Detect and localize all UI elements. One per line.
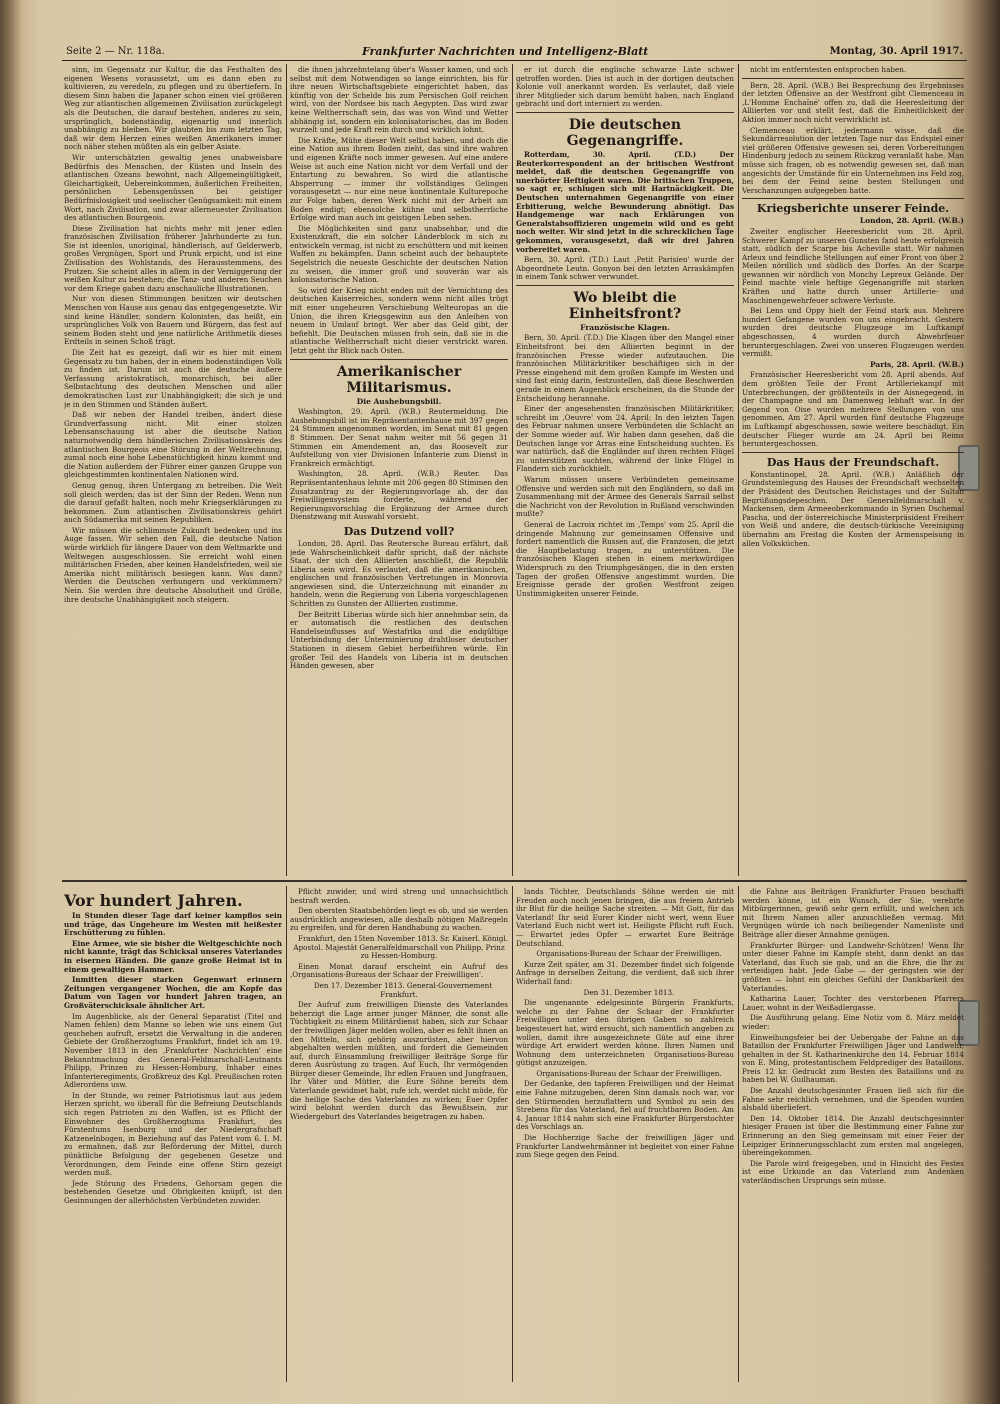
paragraph: Wir müssen die schlimmste Zukunft bedenken und ins Auge fassen. Wir sehen den Fall, die deutsche Nation würde wirklich für längere Dauer von dem Weltmarkte und Weltwegen ausgeschlossen. Sie erreicht wohl einen militärischen Frieden, aber keinen Handelsfrieden, weil sie Amerika nicht militärisch besiegen kann. Was dann? Werden die Deutschen verhungern und verkümmern? Nein. Sie werden ihre deutsche Absolutheit und Größe, ihre deutsche Unabhängigkeit noch steigern. [64, 525, 282, 604]
paragraph: Der Beitritt Liberias würde sich hier annehmbar sein, da er automatisch die restlichen des deutschen Handelseinflusses auf Westafrika und die endgültige Unterbindung der Unterminierung drahtloser deutscher Stationen in diesem Gebiet herbeiführen würde. Ein großer Teil des Handels von Liberia ist in deutschen Händen gewesen, aber [290, 609, 508, 671]
column-rule [738, 64, 739, 876]
paragraph: Die ungenannte edelgesinnte Bürgerin Frankfurts, welche zu der Fahne der Schaar der Frankfurter Freiwilligen unter den übrigen Gaben so zahlreich beigesteuert hat, wird ersucht, sich namentlich angeben zu wollen, damit ihre ausgezeichnete Güte auf eine ihrer würdige Art erwidert werden könne. Ihren Namen und Wohnung dem unterzeichneten Organisations-Bureau gütigst anzuzeigen. [516, 998, 734, 1068]
paragraph: Eine Armee, wie sie bisher die Weltgeschichte noch nicht kannte, trägt das Schicksal unseres Vaterlandes in eisernen Händen. Die ganze große Heimat ist in einem gewaltigen Hammer. [64, 938, 282, 974]
paragraph: In Stunden dieser Tage darf keiner kampflos sein und träge, das Ungeheure im Westen mit heißester Erschütterung zu fühlen. [64, 911, 282, 938]
paragraph: Pflicht zuwider, und wird streng und unnachsichtlich bestraft werden. [290, 888, 508, 905]
paragraph: sinn, im Gegensatz zur Kultur, die das Festhalten des eigenen Wesens voraussetzt, um es dann eben zu kultivieren, zu veredeln, zu pflegen und zu übertiefern. In diesem Sinn haben die Japaner schon einen viel größeren Weg zur atlantischen allgemeinen Zivilisation zurückgelegt als die Deutschen, die darauf bestehen, anderes zu sein, ursprünglich, bodenständig, eigenartig und innerlich unabhängig zu bleiben. Wir glaubten bis zum letzten Tag, daß wir dem Herzen eines weißen Amerikaners immer noch näher stehen müßten als ein gelber Asiate. [64, 66, 282, 152]
headline-militarismus: Amerikanischer Militarismus. [336, 363, 462, 396]
paragraph: Daß wir neben der Handel treiben, ändert diese Grundverfassung nicht. Mit einer stolzen Lebensanschauung ist aber die deutsche Nation naturnotwendig dem händlerischen Zivilisationskreis des atlantischen Bourgeois eine Störung in der Weltrechnung, zumal noch eine hohe Lebenstüchtigkeit hinzu kommt und die Nation außerdem der Führer einer ganzen Gruppe von gleichgestimmten kontinentalen Nationen wird. [64, 410, 282, 480]
paragraph: Der Gedanke, den tapferen Freiwilligen und der Heimat eine Fahne mitzugeben, deren Sinn damals noch war, vor den Stürmenden herzuflattern und Symbol zu sein des Strebens für das Vaterland, fiel auf fruchtbaren Boden. Am 4. Januar 1814 nahm sich eine Frankfurter Bürgerstochter des Vorschlags an. [516, 1079, 734, 1132]
paragraph: Organisations-Bureau der Schaar der Freiwilligen. [536, 949, 722, 959]
column-rule [512, 886, 513, 1382]
paragraph: Genug genug, ihren Untergang zu betreiben. Die Welt soll gleich werden; das ist der Sinn der Reden. Wenn nun die darauf gefaßt halten, noch mehr Kriegserklärungen zu bekommen. Zum atlantischen Zivilisationskreis gehört auch Südamerika mit seinen Republiken. [64, 480, 282, 525]
paragraph: General de Lacroix richtet im ‚Temps' vom 25. April die dringende Mahnung zur gemeinsamen Offensive und fordert namentlich die Russen auf, die Franzosen, die jetzt die Hauptbelastung tragen, zu unterstützen. Die französischen Klagen stehen in einem merkwürdigen Widerspruch zu den Triumphgesängen, die in den ersten Tagen der großen Offensive angestimmt wurden. Die Ereignisse gerade der großen Westfront zeigen Unstimmigkeiten unserer Feinde. [516, 519, 734, 598]
column-rule [286, 64, 287, 876]
paragraph: Die Hochherzige Sache der freiwilligen Jäger und Frankfurter Landwehrmänner ist begleitet von einer Fahne zum Siege gegen den Feind. [516, 1133, 734, 1160]
paragraph: Clemenceau erklärt, jedermann wisse, daß die Sekundärresolution der letzten Tage nur das Endspiel einer viel größeren Offensive gewesen sei, deren Vorbereitungen Hindenburg jedoch zu seinem Rückzug veranlaßt habe. Man müsse sich fragen, ob es notwendig gewesen sei, daß man angesichts der Umstände für ein Unternehmen ins Feld zog, bei dem der Feind seine besten Stellungen und Verschanzungen aufgegeben hatte. [742, 125, 964, 195]
paragraph: nicht im entferntesten entsprochen haben. [750, 66, 907, 74]
headline-einheitsfront: Wo bleibt die Einheitsfront? [568, 289, 682, 322]
paragraph: die Fahne aus Beiträgen Frankfurter Frauen beschafft werden könne, ist ein Wunsch, der Sie, verehrte Mitbürgerinnen, gewiß sehr gern erfüllt, und welchen ich mit Ihrem Namen aller anzuschließen vermag. Mit Vergnügen würde ich nach beiliegender Namenliste und Beiträge aller dieser Annahme genügen. [742, 888, 964, 939]
masthead: Frankfurter Nachrichten und Intelligenz-Blatt [362, 45, 649, 58]
page-number: Seite 2 — Nr. 118a. [66, 46, 165, 57]
paragraph: lands Töchter, Deutschlands Söhne werden sie mit Freuden auch noch jenen bringen, die aus freiem Antrieb ihr Blut für die heilige Sache streiten. — Mit Gott, für das Vaterland! Ihr seid Eurer Kinder nicht wert, wenn Euer Vaterland Euch nicht wert ist. Heiligste Pflicht ruft Euch. — Erwartet jedes Opfer — erwartet Eure Beiträge Deutschland. [516, 888, 734, 948]
section-rule [516, 112, 734, 113]
paragraph: Zweiter englischer Heeresbericht vom 28. April. Schwerer Kampf zu unseren Gunsten fand heute erfolgreich statt, südlich der Scarpe bis Acheville statt. Wir nahmen Arleux und feindliche Stellungen auf einer Front von über 2 Meilen nördlich und südlich des Dorfes. An der Scarpe gewannen wir nördlich von Monchy Lepreux Gelände. Der Feind machte viele heftige Gegenangriffe mit starken Kräften und hatte durch unser Artillerie- und Maschinengewehrfeuer schwere Verluste. [742, 226, 964, 305]
paragraph: Bei Lens und Oppy hielt der Feind stark aus. Mehrere hundert Gefangene wurden von uns eingebracht. Gestern wurden drei deutsche Flugzeuge im Luftkampf abgeschossen, 4 wurden durch Abwehrfeuer heruntergeschlagen. Zwei von unseren Flugzeugen werden vermißt. [742, 306, 964, 359]
paragraph: Der Aufruf zum freiwilligen Dienste des Vaterlandes beherzigt die Lage armer junger Männer, die sonst alle Tüchtigkeit zu einem Militärdienst haben, sich zur Schaar der freiwilligen Jäger melden wollen, aber es fehlt ihnen an den Mitteln, sich gehörig auszurüsten, aber hiervon abgehalten werden müßten, und fordert die Gemeinden auf, durch Einsammlung freiwilliger Beiträge Sorge für deren Ausrüstung zu tragen. Auf Euch, Ihr vermögenden Bürger dieser Gemeinde, Ihr edlen Frauen und Jungfrauen, Ihr Väter und Mütter, die Eure Söhne bereits dem Vaterlande gewidmet habt, rufe ich, werdet nicht müde, für die heilige Sache des Vaterlandes zu wirken; Euer Opfer wird belohnt werden durch das Bewußtsein, zur Wiedergeburt des Vaterlandes beigetragen zu haben. [290, 1000, 508, 1121]
feuilleton-column-2 [290, 888, 508, 1384]
paragraph: die ihnen jahrzehntelang über's Wasser kamen, und sich selbst mit dem Notwendigen so lange einrichten, bis für ihre neuen Wirtschaftsgebiete eingerichtet haben, das künftig von der Schelde bis zum Persischen Golf reichen wird, von der Nordsee bis nach Aegypten. Das wird zwar keine Weltherrschaft sein, das was von Wind und Wetter abhängig ist, sondern ein kolonisatorisches, das im Boden wurzelt und jede Kraft rein durch und wirklich lohnt. [290, 66, 508, 135]
paragraph: So wird der Krieg nicht enden mit der Vernichtung des deutschen Kaiserreiches, sondern wenn nicht alles trügt mit einer ungeheuren Verschiebung Welteuropas an die Union, die ihren Kriegsgewinn aus den Anleihen von neuem in Umlauf bringt. Wer aber das Geld gibt, der befiehlt. Die Deutschen müssen froh sein, daß sie in die atlantische Weltherrschaft nicht dieser verstrickt waren. Jetzt geht ihr Blick nach Osten. [290, 285, 508, 355]
paragraph: Diese Zivilisation hat nichts mehr mit jener edlen französischen Zivilisation früherer Jahrhunderte zu tun. Sie ist ideenlos, unoriginal, händlerisch, auf Gelderwerb, großes Vergnügen, Sport und Prunk erpicht, und ist eine Zivilisation des Wohlstands, des Herausstemmens, des Protzen. Sie scheint alles in allem in der Verniggerung der weißen Kultur zu bestehen; die Tanz- und anderen Seuchen vor dem Kriege gaben dazu anschauliche Illustrationen. [64, 223, 282, 293]
paragraph: Den 14. Oktober 1814. Die Anzahl deutschgesinnter hiesiger Frauen ist über die Bestimmung einer Fahne zur Erinnerung an den Sieg gemeinsam mit einer Feier der Leipziger Erinnerungsschlacht zum ersten mal angelegen, übereingekommen. [742, 1113, 964, 1158]
paragraph: London, 28. April. Das Reutersche Bureau erfährt, daß jede Wahrscheinlichkeit dafür spricht, daß der nächste Staat, der sich den Alliierten anschließt, die Republik Liberia sein wird. Es verlautet, daß die amerikanischen, englischen und französischen Vertretungen in Monrovia angewiesen sind, die Unterzeichnung mit einander zu handeln, wenn die Regierung von Liberia vorgeschlagenen Schritten zu Gunsten der Alliierten zustimme. [290, 538, 508, 609]
paragraph: In der Stunde, wo reiner Patriotismus laut aus jedem Herzen spricht, wo überall für die Befreiung Deutschlands sich regen Patrioten zu den Waffen, ist es Pflicht der Einwohner des Großherzogtums Frankfurt, des Fürstentums Isenburg und der Niedergrafschaft Katzenelnbogen, in Beziehung auf das Patent vom 6. I. M. zu ermahnen, daß zur Beförderung der Mittel, durch pünktliche Befolgung der gegebenen Gesetze und Verordnungen, dem Feinde eine offene Stirn gezeigt werden muß. [64, 1090, 282, 1178]
paragraph: Frankfurter Bürger- und Landwehr-Schützen! Wenn Ihr unter dieser Fahne im Kampfe steht, dann denkt an das Vaterland, das Euch sie gab, und an die Ehre, die Ihr zu verteidigen habt. Jede Gabe — der geringsten wie der größten — lohnt ein gleiches Gefühl der Dankbarkeit des Vaterlandes. [742, 940, 964, 993]
page-header [62, 44, 967, 61]
paragraph: Die Parole wird freigegeben, und in Hinsicht des Festes ist eine Urkunde an das Vaterland zum Andenken vaterländischen Ursprungs sein müsse. [742, 1158, 964, 1185]
article-column-1 [64, 66, 282, 874]
paragraph: Organisations-Bureau der Schaar der Freiwilligen. [536, 1068, 722, 1078]
feuilleton-column-4 [742, 888, 964, 1384]
issue-date: Montag, 30. April 1917. [829, 46, 963, 57]
paragraph: Konstantinopel, 28. April. (W.B.) Anläßlich der Grundsteinlegung des Hauses der Freundschaft wechselten der Präsident des Deutschen Reichstages und der Sultan Begrüßungsdepeschen. Der Generalfeldmarschall v. Mackensen, dem Armeeoberkommando in Syrien Dschemal Pascha, und der österreichische Ministerpräsident Freiherr von Weiß und andere, die deutsch-türkische Vereinigung übernahm am Freitag die Kosten der Armenspeisung in allen Volksküchen. [742, 469, 964, 548]
headline-gegenangriffe: Die deutschen Gegenangriffe. [566, 116, 684, 149]
paragraph: Den 31. Dezember 1813. [583, 987, 675, 997]
paragraph: Kurze Zeit später, am 31. Dezember findet sich folgende Anfrage in derselben Zeitung, die verdient, daß sich ihrer Widerhall fand: [516, 959, 734, 986]
headline-dutzend: Das Dutzend voll? [343, 524, 455, 538]
paragraph: Nur von diesen Stimmungen besitzen wir deutschen Menschen von Hause aus genau das entgegengesetzte. Wir sind keine Händler, sondern Kolonisten, das heißt, ein ursprüngliches Volk von Bauern und Bürgern, das fest auf seinem Boden steht und jene natürliche Arithmetik dieses Erdteils in seinen Schoß trägt. [64, 294, 282, 347]
paragraph: Im Augenblicke, als der General Separatist (Titel und Namen fehlen) dem Manne so leben wie uns einem Gut geschehen aufruft, ersetzt die Verwaltung in die anderen Gebiete der Großherzogtums Frankfurt, findet ich am 19. November 1813 in den ‚Frankfurter Nachrichten' eine Bekanntmachung des General-Feldmarschall-Leutnants Philipp, Prinzen zu Hessen-Homburg, Inhaber eines Infanterieregiments, Großkreuz des Kgl. Preußischen roten Adlerordens usw. [64, 1011, 282, 1090]
article-column-2 [290, 66, 508, 874]
dateline: London, 28. April. (W.B.) [859, 216, 964, 226]
paragraph: Wir unterschätzten gewaltig jenes unabweisbare Bedürfnis des Menschen, der Küsten und Inseln des atlantischen Ozeans bewohnt, nach Allgemeingültigkeit, Gleichartigkeit, Uebereinkommen, äußerlichen Freiheiten, persönlichen Lebensgenüssen bei geistiger Bedürfnislosigkeit und seelischer Genügsamkeit: mit einem Wort, nach Zivilisation, und zwar allerneuester Zivilisation des atlantischen Bourgeois. [64, 152, 282, 223]
paragraph: Die Kräfte, Mühe dieser Welt selbst haben, und doch die eine Nation aus ihrem Boden zieht, das sind ihre wahren und eigenen Kräfte noch immer gewesen. Auf eine andere Weise ist auch eine Nation nicht vor dem Verfall und der Entartung zu bewahren. So wird die atlantische Absperrung — immer ihr vollständiges Gelingen vorausgesetzt — nur eine neue kontinentale Kulturepoche zur Folge haben, deren Werk nicht mit der Arbeit am Boden endigt; ebensolche kühne und selbstherrliche Erfolge wird man auch im geistigen Leben sehen. [290, 135, 508, 223]
article-column-3 [516, 66, 734, 874]
section-divider [62, 880, 967, 882]
paragraph: Katharina Lauer, Tochter des verstorbenen Pfarrers Lauer, wohnt in der Weißadlergasse. [742, 994, 964, 1012]
paragraph: Die Anzahl deutschgesinnter Frauen ließ sich für die Fahne sehr reichlich vernehmen, und die Spenden wurden alsbald überliefert. [742, 1086, 964, 1113]
subheadline: Französische Klagen. [580, 322, 670, 332]
paragraph: Den obersten Staatsbehörden liegt es ob, und sie werden ausdrücklich angewiesen, alle deshalb nötigen Maßregeln zu ergreifen, und für deren Handhabung zu wachen. [290, 906, 508, 933]
paragraph: Die Zeit hat es gezeigt, daß wir es hier mit einem Gegensatz zu tun haben, der in einem bodenständigen Volk zu finden ist. Darum ist auch die deutsche äußere Verfassung aristokratisch, monarchisch, bei aller Selbstachtung des deutschen Menschen und aller demokratischen Lust zur Unabhängigkeit; die sich je und je in den Stimmen und Ständen äußert. [64, 348, 282, 409]
paragraph: Inmitten dieser starken Gegenwart erinnern Zeitungen vergangener Wochen, die am Kopfe das Datum von Tagen vor hundert Jahren tragen, an Großväterschicksale ähnlicher Art. [64, 975, 282, 1010]
paragraph: Washington, 28. April. (W.B.) Reuter. Das Repräsentantenhaus lehnte mit 206 gegen 80 Stimmen den Zusatzantrag zu der Regierungsvorlage ab, der das Freiwilligensystem forderte, während der Regierungsvorschlag die Ergänzung der Armee durch Dienstzwang mit Auswahl vorsieht. [290, 469, 508, 522]
feuilleton-column-3 [516, 888, 734, 1384]
article-column-4 [742, 66, 964, 874]
column-rule [738, 886, 739, 1382]
section-rule [290, 359, 508, 360]
section-rule [742, 78, 964, 79]
headline-vor-hundert-jahren: Vor hundert Jahren. [64, 891, 243, 910]
paragraph: Französischer Heeresbericht vom 28. April abends. Auf dem größten Teile der Front Artilleriekampf mit Unterbrechungen, der größtenteils in der Aisnegegend, in der Champagne und am Damenweg lebhaft war. In der Gegend von Oise wurden mehrere Stellungen von uns genommen. Am 27. April wurden fünf deutsche Flugzeuge im Luftkampf abgeschossen, sowie weitere beschädigt. Ein deutscher Flieger wurde am 24. April bei Reims heruntergeschossen. [742, 370, 964, 449]
paragraph: Die Ausführung gelang. Eine Notiz vom 8. März meldet wieder: [742, 1013, 964, 1031]
section-rule [742, 452, 964, 453]
paragraph: Bern, 28. April. (W.B.) Bei Besprechung des Ergebnisses der letzten Offensive an der Westfront gibt Clemenceau in ‚L'Homme Enchaîné' offen zu, daß die Heeresleitung der Alliierten vor und stellt fest, daß die Einheitlichkeit der Aktion immer noch nicht verwirklicht ist. [742, 80, 964, 124]
paragraph: Jede Störung des Friedens, Gehorsam gegen die bestehenden Gesetze und Obrigkeiten knüpft, ist den Gesinnungen der allerhöchsten Verbündeten zuwider. [64, 1178, 282, 1205]
column-rule [286, 886, 287, 1382]
paragraph: Einen Monat darauf erscheint ein Aufruf des ‚Organisations-Bureaus der Schaar der Freiwilligen'. [290, 961, 508, 980]
paragraph: Einweihungsfeier bei der Uebergabe der Fahne an das Bataillon der Frankfurter Freiwilligen Jäger und Landwehr, gehalten in der St. Katharinenkirche den 14. Februar 1814 von E. Ming, protestantischem Feldprediger des Bataillons. Preis 12 kr. Gedruckt zum Besten des Bataillons und zu haben bei W. Guilhauman. [742, 1032, 964, 1085]
section-rule [742, 198, 964, 199]
feuilleton-column-1 [64, 888, 282, 1384]
newspaper-sheet [62, 44, 967, 1384]
headline-kriegsberichte: Kriegsberichte unserer Feinde. [756, 202, 950, 216]
headline-haus-der-freundschaft: Das Haus der Freundschaft. [766, 455, 940, 469]
paragraph: er ist durch die englische schwarze Liste schwer getroffen worden. Dies ist auch in der dortigen deutschen Kolonie voll anerkannt worden. Es verlautet, daß viele ihrer Mitglieder sich darum bemüht haben, nach England gebracht und dort interniert zu werden. [516, 66, 734, 109]
paragraph: Washington, 29. April. (W.B.) Reutermeldung. Die Aushebungsbill ist im Repräsentantenhause mit 397 gegen 24 Stimmen angenommen worden, im Senat mit 81 gegen 8 Stimmen. Der Senat nahm weiter mit 56 gegen 31 Stimmen ein Amendement an, das Roosevelt zur Aufstellung von vier Divisionen Infanterie zum Dienst in Frankreich ermächtigt. [290, 407, 508, 468]
dateline: Paris, 28. April. (W.B.) [869, 359, 964, 369]
paragraph: Bern, 30. April. (T.D.) Laut ‚Petit Parisien' wurde der Abgeordnete Leutn. Gonyon bei den letzten Arraskämpfen in einem Tank schwer verwundet. [516, 255, 734, 282]
paragraph: Frankfurt, den 15ten November 1813. Sr. Kaiserl. Königl. Apostol. Majestät Generalfeldmarschall von Philipp, Prinz zu Hessen-Homburg. [293, 933, 508, 961]
paragraph: Bern, 30. April. (T.D.) Die Klagen über den Mangel einer Einheitsfront bei den Alliierten beginnt in der französischen Presse wieder aufzutauchen. Die französischen Militärkritiker beschäftigen sich in der Presse eingehend mit dem großen Kampfe im Westen und sind fast einig darin, festzustellen, daß diese Beschwerden gerade in einem Augenblick erscheinen, da die Stunde der Entscheidung herannahe. [516, 333, 734, 403]
paragraph: Die Möglichkeiten sind ganz unabsehbar, und die Existenzkraft, die ein solcher Länderblock in sich zu entwickeln vermag, ist nicht zu erschüttern und mit keinen Waffen zu bekämpfen. Dann scheint auch der behauptete Segelstrich die neueste Geschichte der deutschen Nation zu weisen, die immer groß und souverän war als kolonisatorische Nation. [290, 223, 508, 285]
paragraph: Warum müssen unsere Verbündeten gemeinsame Offensive und werden sich mit den Engländern, so daß im Zusammenhang mit der Armee des Generals Sarrail selbst die Nachricht von der Revolution in Rußland verschwinden mußte? [516, 474, 734, 519]
section-rule [516, 285, 734, 286]
subheadline: Die Aushebungsbill. [356, 396, 442, 406]
paragraph: Einer der angesehensten französischen Militärkritiker, schreibt im ‚Oeuvre' vom 24. April: In den letzten Tagen des Februar nahmen unsere Verbündeten die Schlacht an der Somme wieder auf. Wir haben dann gesehen, daß die Deutschen lange vor Arras eine Entscheidung suchten. Es war natürlich, daß die Engländer auf ihren rechten Flügel zu unterstützen suchten, während der linke Flügel in Flandern sich zurückhielt. [516, 404, 734, 474]
paragraph: Rotterdam, 30. April. (T.D.) Der Reuterkorrespondent an der britischen Westfront meldet, daß die deutschen Gegenangriffe von unerhörter Heftigkeit waren. Die britischen Truppen, so sagt er, schlugen sich mit Hartnäckigkeit. Die Deutschen unternahmen Gegenangriffe von einer Erbitterung, welche Bewunderung abnötigt. Das Handgemenge war nach Erklärungen von Generalstabsoffizieren ungemein wild und es geht noch weiter. Wir sind jetzt in die schrecklichen Tage gekommen, vorausgesetzt, daß wir drei Jahren vorbereitet waren. [516, 149, 734, 254]
paragraph: Den 17. Dezember 1813. General-Gouvernement Frankfurt. [313, 980, 493, 999]
column-rule [512, 64, 513, 876]
